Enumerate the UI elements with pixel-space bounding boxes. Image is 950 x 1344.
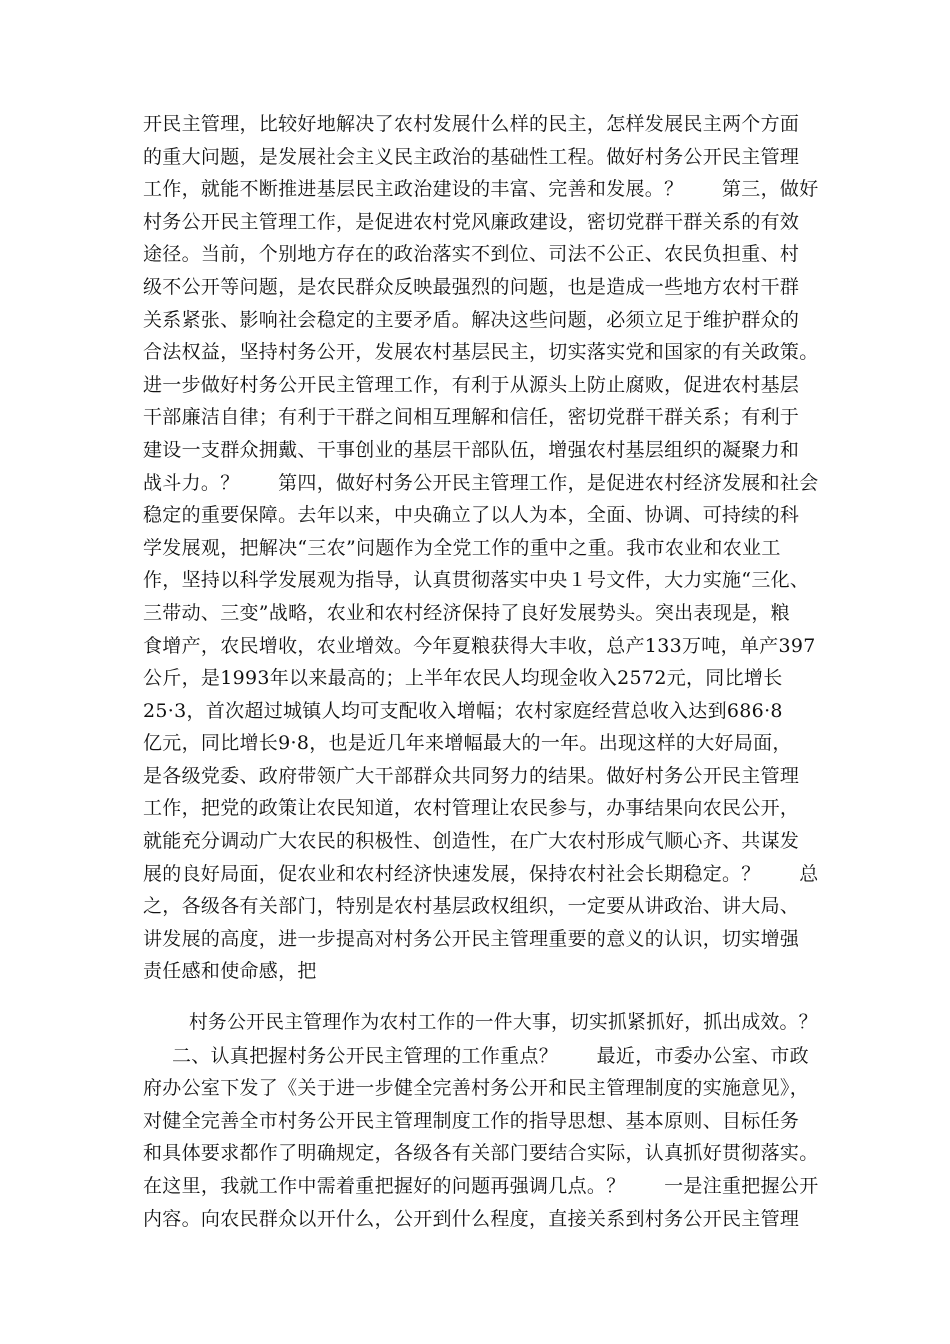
text-line: 食增产，农民增收，农业增效。今年夏粮获得大丰收，总产133万吨，单产397: [143, 634, 816, 657]
text-line: 就能充分调动广大农民的积极性、创造性，在广大农村形成气顺心齐、共谋发: [143, 830, 800, 853]
text-line: 建设一支群众拥戴、干事创业的基层干部队伍，增强农村基层组织的凝聚力和: [143, 438, 800, 461]
text-line: 三带动、三变”战略，农业和农村经济保持了良好发展势头。突出表现是，粮: [143, 601, 790, 624]
text-line: 二、认真把握村务公开民主管理的工作重点？ 最近，市委办公室、市政: [172, 1044, 809, 1067]
text-line: 学发展观，把解决“三农”问题作为全党工作的重中之重。我市农业和农业工: [143, 536, 781, 559]
text-line: 内容。向农民群众以开什么，公开到什么程度，直接关系到村务公开民主管理: [143, 1207, 800, 1230]
text-line: 作，坚持以科学发展观为指导，认真贯彻落实中央１号文件，大力实施“三化、: [143, 569, 810, 592]
paragraph-2-3: [143, 1007, 823, 1235]
text-line: 进一步做好村务公开民主管理工作，有利于从源头上防止腐败，促进农村基层: [143, 373, 800, 396]
text-line: 级不公开等问题，是农民群众反映最强烈的问题，也是造成一些地方农村干群: [143, 275, 800, 298]
text-line: 亿元，同比增长9·8，也是近几年来增幅最大的一年。出现这样的大好局面，: [143, 732, 792, 755]
text-line: 合法权益，坚持村务公开，发展农村基层民主，切实落实党和国家的有关政策。: [143, 341, 819, 364]
text-line: 工作，把党的政策让农民知道，农村管理让农民参与，办事结果向农民公开，: [143, 797, 800, 820]
text-line: 责任感和使命感，把: [143, 960, 317, 983]
text-line: 和具体要求都作了明确规定，各级各有关部门要结合实际，认真抓好贯彻落实。: [143, 1142, 819, 1165]
paragraph-2-line: 村务公开民主管理作为农村工作的一件大事，切实抓紧抓好，抓出成效。？: [189, 1012, 818, 1033]
paragraph-1: [143, 108, 823, 988]
text-line: 之，各级各有关部门，特别是农村基层政权组织，一定要从讲政治、讲大局、: [143, 895, 800, 918]
text-line: 讲发展的高度，进一步提高对村务公开民主管理重要的意义的认识，切实增强: [143, 927, 800, 950]
text-line: 对健全完善全市村务公开民主管理制度工作的指导思想、基本原则、目标任务: [143, 1109, 800, 1132]
text-line: 干部廉洁自律；有利于干群之间相互理解和信任，密切党群干群关系；有利于: [143, 406, 800, 429]
text-line: 工作，就能不断推进基层民主政治建设的丰富、完善和发展。？ 第三，做好: [143, 178, 819, 201]
text-line: 的重大问题，是发展社会主义民主政治的基础性工程。做好村务公开民主管理: [143, 145, 800, 168]
text-line: 公斤，是1993年以来最高的；上半年农民人均现金收入2572元，同比增长: [143, 667, 783, 690]
text-line: 25·3，首次超过城镇人均可支配收入增幅；农村家庭经营总收入达到686·8: [143, 699, 783, 722]
text-line: 展的良好局面，促农业和农村经济快速发展，保持农村社会长期稳定。？ 总: [143, 862, 819, 885]
text-line: 是各级党委、政府带领广大干部群众共同努力的结果。做好村务公开民主管理: [143, 764, 800, 787]
text-line: 开民主管理，比较好地解决了农村发展什么样的民主，怎样发展民主两个方面: [143, 113, 800, 135]
text-line: 在这里，我就工作中需着重把握好的问题再强调几点。？ 一是注重把握公开: [143, 1174, 819, 1197]
text-line: 稳定的重要保障。去年以来，中央确立了以人为本，全面、协调、可持续的科: [143, 504, 800, 527]
text-line: 战斗力。？ 第四，做好村务公开民主管理工作，是促进农村经济发展和社会: [143, 471, 819, 494]
text-line: 途径。当前，个别地方存在的政治落实不到位、司法不公正、农民负担重、村: [143, 243, 800, 266]
text-line: 村务公开民主管理工作，是促进农村党风廉政建设，密切党群干群关系的有效: [143, 210, 800, 233]
text-line: 府办公室下发了《关于进一步健全完善村务公开和民主管理制度的实施意见》，: [143, 1077, 810, 1100]
text-line: 关系紧张、影响社会稳定的主要矛盾。解决这些问题，必须立足于维护群众的: [143, 308, 800, 331]
